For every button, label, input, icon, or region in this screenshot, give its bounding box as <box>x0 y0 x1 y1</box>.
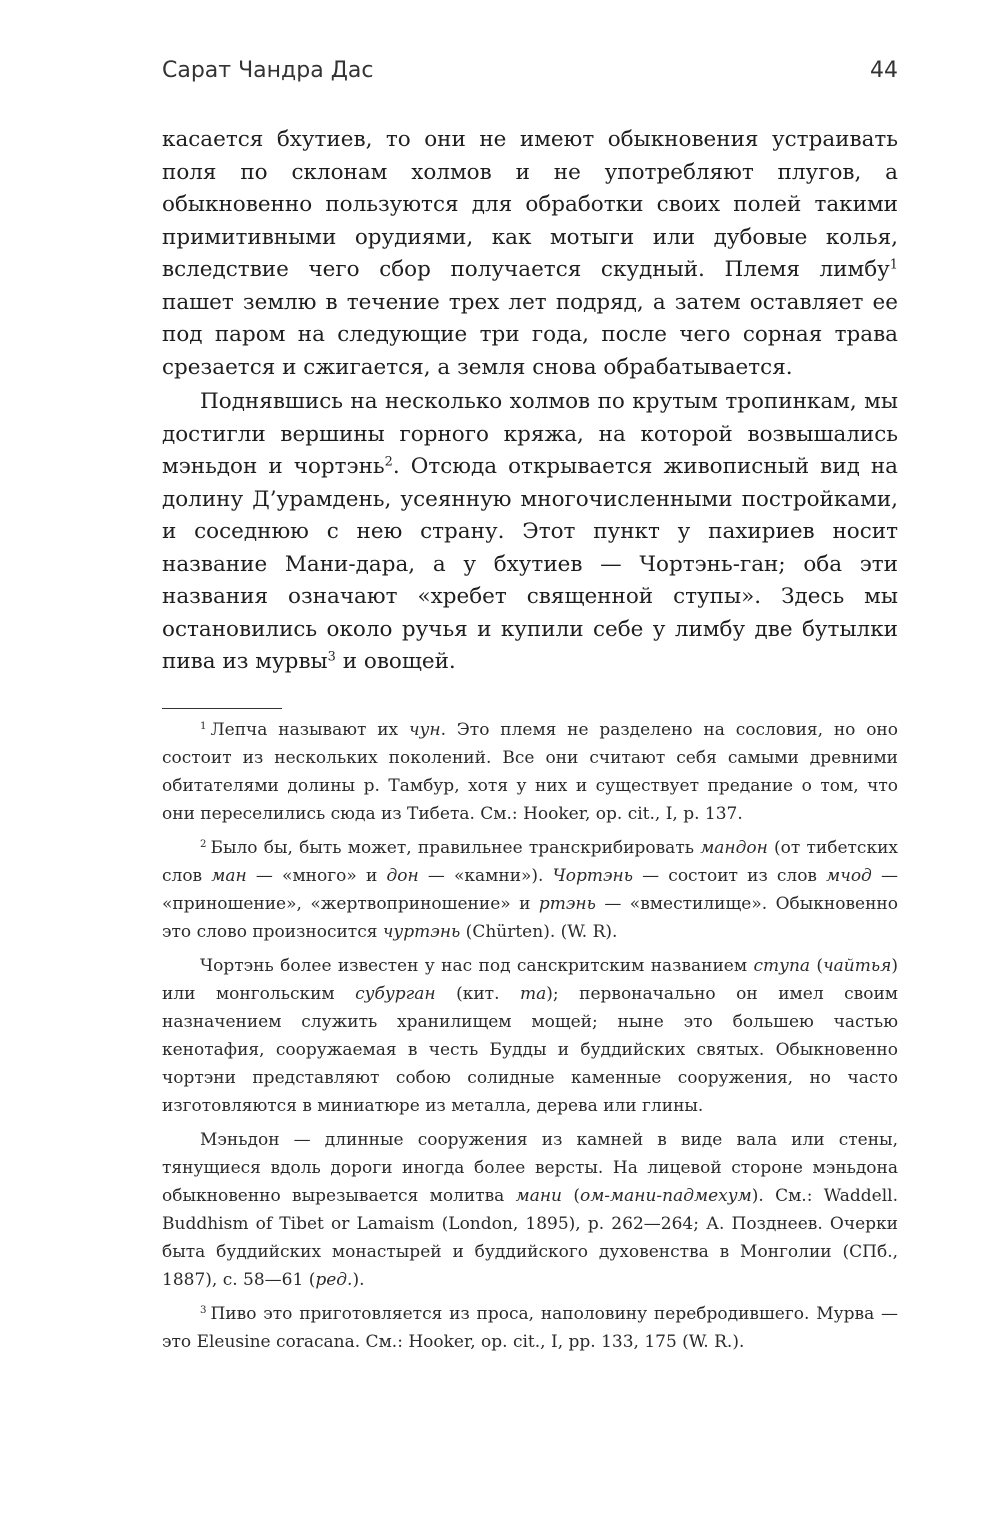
italic-term: субурган <box>355 984 436 1004</box>
text-run: пашет землю в течение трех лет подряд, а затем оставляет ее под паром на следующие три года, после чего сорная трава срезается и сжигается, а земля снова обрабатывается. <box>162 289 898 380</box>
footnote-1 <box>162 716 898 828</box>
running-title: Сарат Чандра Дас <box>162 58 374 83</box>
text-run: Пиво это приготовляется из проса, наполовину перебродившего. Мурва — это Eleusine coracana. См.: Hooker, op. cit., I, pp. 133, 175 (W. R.). <box>162 1304 898 1352</box>
italic-term: мани <box>515 1186 563 1206</box>
page-number: 44 <box>870 58 898 83</box>
footnotes <box>162 716 898 1362</box>
text-run: — «вместилище». Обыкновенно это слово произносится <box>162 894 898 942</box>
footnote-ref-2: 2 <box>384 454 393 470</box>
text-run: ); первоначально он имел своим назначением служить хранилищем мощей; ныне это большею частью кенотафия, сооружаемая в честь Будды и буддийских святых. Обыкновенно чортэни представляют собою солидные каменные сооружения, но часто изготовляются в миниатюре из металла, дерева или глины. <box>162 984 898 1116</box>
text-run: — «много» и <box>246 866 387 886</box>
italic-term: ман <box>211 866 247 886</box>
text-run: . Отсюда открывается живописный вид на долину Д’урамдень, усеянную многочисленными постройками, и соседнюю с нею страну. Этот пункт у пахириев носит название Мани-дара, а у бхутиев — Чортэнь-ган; оба эти названия означают «хребет священной ступы». Здесь мы остановились около ручья и купили себе у лимбу две бутылки пива из мурвы <box>162 454 899 674</box>
text-run: (от тибетских слов <box>162 838 898 886</box>
running-header <box>162 58 898 83</box>
text-run: (кит. <box>435 984 520 1004</box>
italic-term: ред. <box>315 1270 353 1290</box>
italic-term: чайтья <box>823 956 892 976</box>
italic-term: чуртэнь <box>382 922 461 942</box>
footnote-number: 1 <box>200 720 207 732</box>
footnote-number: 2 <box>200 838 207 850</box>
text-run: и овощей. <box>335 649 456 674</box>
text-run: Было бы, быть может, правильнее транскрибировать <box>210 838 701 858</box>
italic-term: ртэнь <box>538 894 596 914</box>
paragraph-1 <box>162 124 898 384</box>
italic-term: Чортэнь <box>552 866 633 886</box>
footnote-2-continuation-1 <box>162 952 898 1120</box>
text-run: — «приношение», «жертвоприношение» и <box>162 866 899 914</box>
text-run: ). <box>352 1270 365 1290</box>
paragraph-2 <box>162 386 898 679</box>
footnote-2-continuation-2 <box>162 1126 898 1294</box>
footnote-number: 3 <box>200 1304 207 1316</box>
footnote-2 <box>162 834 898 946</box>
text-run: ) или монгольским <box>162 956 898 1004</box>
text-run: Мэньдон — длинные сооружения из камней в виде вала или стены, тянущиеся вдоль дороги иногда более версты. На лицевой стороне мэньдона обыкновенно вырезывается молитва <box>162 1130 898 1206</box>
italic-term: чун <box>408 720 441 740</box>
main-text <box>162 124 898 679</box>
italic-term: мандон <box>700 838 768 858</box>
italic-term: ступа <box>753 956 811 976</box>
text-run: — состоит из слов <box>632 866 827 886</box>
footnote-ref-3: 3 <box>327 649 336 665</box>
text-run: . Это племя не разделено на сословия, но оно состоит из нескольких поколений. Все они считают себя самыми древними обитателями долины р. Тамбур, хотя у них и существует предание о том, что они переселились сюда из Тибета. См.: Hooker, op. cit., I, p. 137. <box>162 720 899 824</box>
text-run: Чортэнь более известен у нас под санскритским названием <box>200 956 754 976</box>
text-run: ( <box>810 956 824 976</box>
footnote-ref-1: 1 <box>889 257 898 273</box>
text-run: ). См.: Waddell. Buddhism of Tibet or Lamaism (London, 1895), p. 262—264; А. Позднеев. Очерки быта буддийских монастырей и буддийского духовенства в Монголии (СПб., 1887), с. 58—61 ( <box>162 1186 898 1290</box>
text-run: касается бхутиев, то они не имеют обыкновения устраивать поля по склонам холмов и не употребляют плугов, а обыкновенно пользуются для обработки своих полей такими примитивными орудиями, как мотыги или дубовые колья, вследствие чего сбор получается скудный. Племя лимбу <box>162 127 898 282</box>
italic-term: дон <box>386 866 419 886</box>
text-run: (Chürten). (W. R). <box>460 922 618 942</box>
text-run: Лепча называют их <box>210 720 409 740</box>
footnote-separator <box>162 708 282 709</box>
text-run: — «камни»). <box>418 866 553 886</box>
text-run: ( <box>562 1186 580 1206</box>
text-run: Поднявшись на несколько холмов по крутым тропинкам, мы достигли вершины горного кряжа, на которой возвышались мэньдон и чортэнь <box>162 389 898 479</box>
italic-term: та <box>519 984 547 1004</box>
footnote-3 <box>162 1300 898 1356</box>
italic-term: мчод <box>826 866 872 886</box>
italic-term: ом-мани-падмехум <box>579 1186 752 1206</box>
